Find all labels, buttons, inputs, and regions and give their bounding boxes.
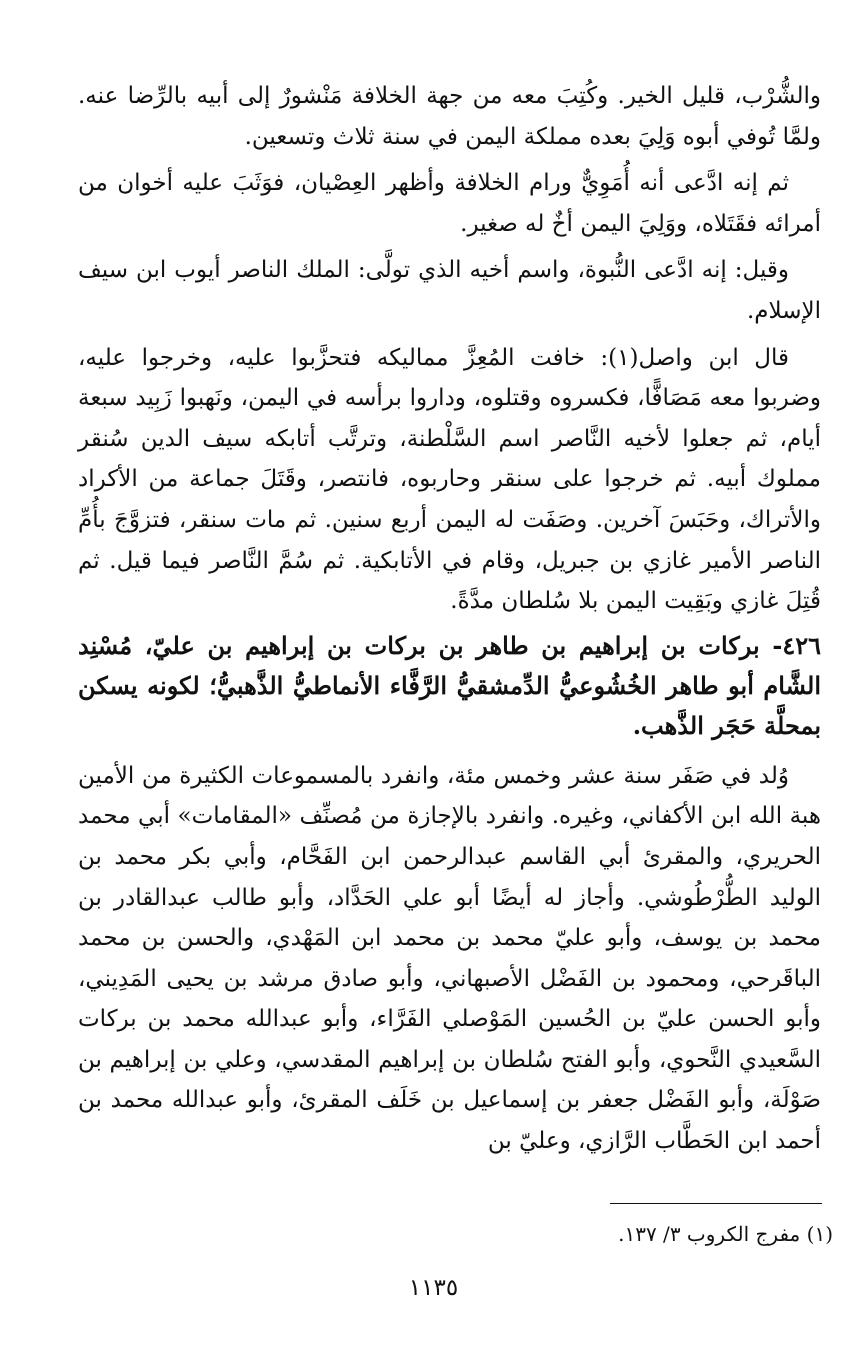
paragraph-3: وقيل: إنه ادَّعى النُّبوة، واسم أخيه الذي تولَّى: الملك الناصر أيوب ابن سيف الإسلام. [78, 257, 821, 324]
paragraph-1: والشُّرْب، قليل الخير. وكُتِبَ معه من جهة الخلافة مَنْشورٌ إلى أبيه بالرِّضا عنه. ولمَّا تُوفي أبوه وَلِيَ بعده مملكة اليمن في سنة ثلاث وتسعين. [78, 83, 821, 150]
footnote: (١) مفرج الكروب ٣/ ١٣٧. [618, 1222, 833, 1246]
footnote-divider [610, 1203, 822, 1204]
biography-entry-text: وُلد في صَفَر سنة عشر وخمس مئة، وانفرد بالمسموعات الكثيرة من الأمين هبة الله ابن الأكفاني، وغيره. وانفرد بالإجازة من مُصنِّف «المقامات» أبي محمد الحريري، والمقرئ أبي القاسم عبدالرحمن ابن الفَحَّام، وأبي بكر محمد بن الوليد الطُّرْطُوشي. وأجاز له أيضًا أبو علي الحَدَّاد، وأبو طالب عبدالقادر بن محمد بن يوسف، وأبو عليّ محمد بن محمد ابن المَهْدي، والحسن بن محمد الباقَرحي، ومحمود بن الفَضْل الأصبهاني، وأبو صادق مرشد بن يحيى المَدِيني، وأبو الحسن عليّ بن الحُسين المَوْصلي الفَرَّاء، وأبو عبدالله محمد بن بركات السَّعيدي النَّحوي، وأبو الفتح سُلطان بن إبراهيم المقدسي، وعلي بن إبراهيم بن صَوْلَة، وأبو الفَضْل جعفر بن إسماعيل بن خَلَف المقرئ، وأبو عبدالله محمد بن أحمد ابن الحَطَّاب الرَّازي، وعليّ بن [78, 762, 821, 1155]
biography-entry-heading: ٤٢٦- بركات بن إبراهيم بن طاهر بن بركات بن إبراهيم بن عليّ، مُسْنِد الشَّام أبو طاهر الخُشُوعيُّ الدِّمشقيُّ الرَّفَّاء الأنماطيُّ الذَّهبيُّ؛ لكونه يسكن بمحلَّة حَجَر الذَّهب. [78, 630, 821, 740]
page-number: ١١٣٥ [408, 1275, 459, 1301]
paragraph-4: قال ابن واصل(١): خافت المُعِزَّ مماليكه فتحزَّبوا عليه، وخرجوا عليه، وضربوا معه مَصَافًّا، فكسروه وقتلوه، وداروا برأسه في اليمن، ونَهبوا زَبِيد سبعة أيام، ثم جعلوا لأخيه النَّاصر اسم السَّلْطنة، وترتَّب أتابكه سيف الدين سُنقر مملوك أبيه. ثم خرجوا على سنقر وحاربوه، فانتصر، وقَتَلَ جماعة من الأكراد والأتراك، وحَبَسَ آخرين. وصَفَت له اليمن أربع سنين. ثم مات سنقر، فتزوَّجَ بأُمِّ الناصر الأمير غازي بن جبريل، وقام في الأتابكية. ثم سُمَّ النَّاصر فيما قيل. ثم قُتِلَ غازي وبَقِيت اليمن بلا سُلطان مدَّةً. [78, 344, 821, 615]
paragraph-2: ثم إنه ادَّعى أنه أُمَوِيٌّ ورام الخلافة وأظهر العِصْيان، فوَثَبَ عليه أخوان من أمرائه فقَتَلاه، ووَلِيَ اليمن أخٌ له صغير. [78, 170, 821, 237]
main-text [78, 76, 821, 1162]
